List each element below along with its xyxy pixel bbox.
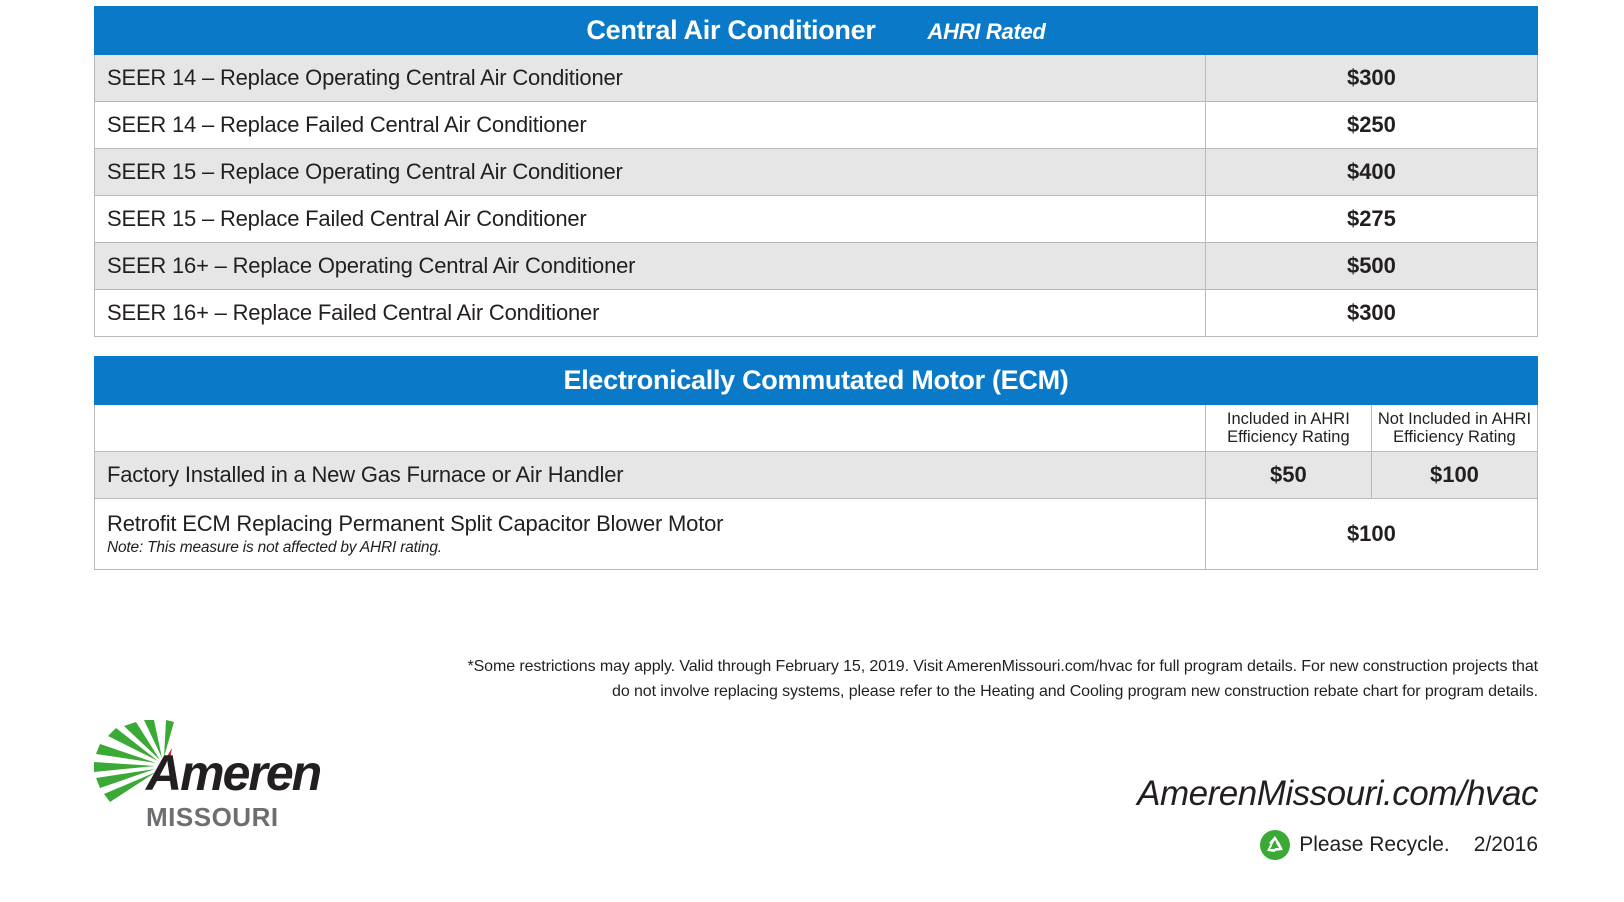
row-label: Factory Installed in a New Gas Furnace or Air Handler (95, 452, 1206, 499)
row-label: SEER 14 – Replace Failed Central Air Conditioner (95, 102, 1206, 149)
rebate-amount: $275 (1205, 196, 1537, 243)
central-ac-table (94, 6, 1538, 337)
rebate-amount: $300 (1205, 290, 1537, 337)
rebate-amount: $300 (1205, 55, 1537, 102)
ameren-missouri-logo (94, 720, 344, 860)
retrofit-cell (95, 499, 1206, 570)
col-not-included-header: Not Included in AHRI Efficiency Rating (1371, 405, 1537, 452)
ecm-table (94, 356, 1538, 570)
table-row (95, 196, 1538, 243)
disclaimer-line: do not involve replacing systems, please refer to the Heating and Cooling program new construction rebate chart for program details. (612, 683, 1538, 700)
recycle-icon (1259, 829, 1291, 861)
table-row (95, 55, 1538, 102)
rebate-amount-included: $50 (1205, 452, 1371, 499)
ecm-column-headers (95, 405, 1538, 452)
row-label: SEER 15 – Replace Failed Central Air Conditioner (95, 196, 1206, 243)
table-row (95, 452, 1538, 499)
rebate-amount: $250 (1205, 102, 1537, 149)
row-label: SEER 14 – Replace Operating Central Air Conditioner (95, 55, 1206, 102)
table-row (95, 149, 1538, 196)
ecm-header (95, 357, 1538, 405)
row-label: SEER 16+ – Replace Failed Central Air Conditioner (95, 290, 1206, 337)
ecm-title: Electronically Commutated Motor (ECM) (563, 365, 1069, 395)
print-date: 2/2016 (1473, 833, 1538, 856)
row-label: SEER 16+ – Replace Operating Central Air Conditioner (95, 243, 1206, 290)
rebate-amount: $100 (1205, 499, 1537, 570)
rebate-amount-not-included: $100 (1371, 452, 1537, 499)
recycle-text: Please Recycle. (1299, 833, 1450, 856)
central-ac-title: Central Air Conditioner (586, 15, 876, 45)
central-ac-header (95, 7, 1538, 55)
table-row (95, 290, 1538, 337)
website-link[interactable]: AmerenMissouri.com/hvac (1137, 774, 1538, 813)
rebate-amount: $400 (1205, 149, 1537, 196)
row-note: Note: This measure is not affected by AHRI rating. (107, 539, 442, 556)
recycle-line (1259, 829, 1538, 861)
row-label: Retrofit ECM Replacing Permanent Split Capacitor Blower Motor (107, 511, 724, 536)
disclaimer (358, 654, 1538, 704)
logo-region: MISSOURI (146, 802, 279, 832)
disclaimer-line: *Some restrictions may apply. Valid through February 15, 2019. Visit AmerenMissouri.com/hvac for full program details. For new construction projects that (467, 658, 1538, 675)
empty-cell (95, 405, 1206, 452)
table-row (95, 243, 1538, 290)
col-included-header: Included in AHRI Efficiency Rating (1205, 405, 1371, 452)
row-label: SEER 15 – Replace Operating Central Air Conditioner (95, 149, 1206, 196)
table-row (95, 102, 1538, 149)
rebate-amount: $500 (1205, 243, 1537, 290)
table-row (95, 499, 1538, 570)
logo-wordmark: Ameren (146, 745, 321, 801)
ahri-rated-label: AHRI Rated (927, 19, 1046, 44)
